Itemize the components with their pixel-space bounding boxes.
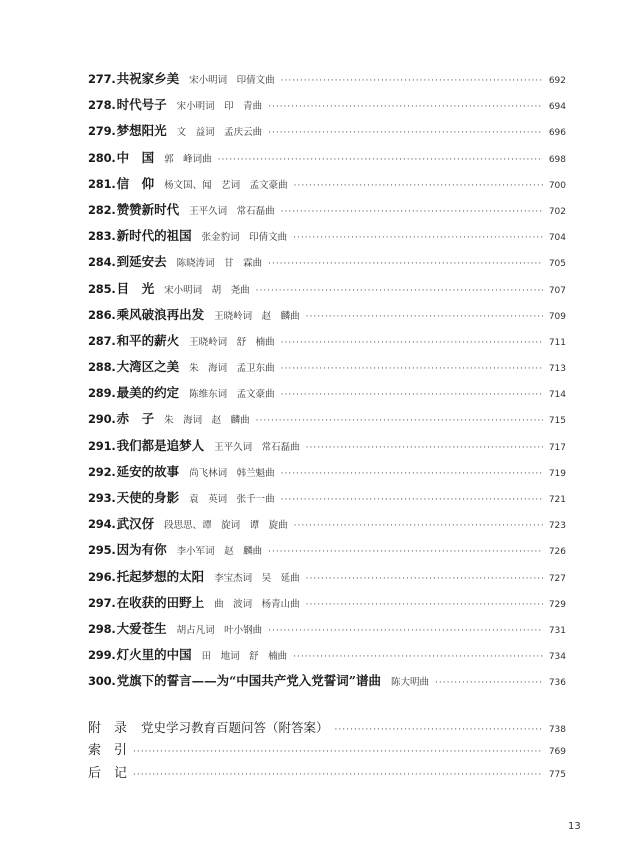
entry-credit: 宋小明词 印倩文曲 [189, 75, 275, 86]
appendix-entry [88, 739, 566, 762]
entry-number: 279. [88, 124, 116, 139]
appendix-label: 索 引 [88, 743, 128, 758]
entry-number: 277. [88, 72, 116, 86]
entry-number: 300. [88, 674, 116, 689]
entry-number: 289. [88, 386, 116, 401]
dot-leader [281, 356, 543, 382]
entry-page: 731 [548, 625, 566, 636]
toc-list [88, 66, 566, 695]
toc-entry [88, 276, 566, 302]
dot-leader [294, 513, 543, 539]
dot-leader [435, 670, 543, 696]
entry-title: 新时代的祖国 [116, 228, 192, 244]
toc-entry [88, 197, 566, 223]
entry-title: 赞赞新时代 [116, 201, 180, 217]
toc-entry [88, 249, 566, 275]
appendix-page: 775 [548, 770, 566, 780]
dot-leader [281, 461, 543, 487]
toc-entry [88, 92, 566, 118]
entry-number: 297. [88, 595, 116, 610]
entry-page: 715 [548, 416, 566, 427]
entry-number: 291. [88, 438, 116, 453]
dot-leader [281, 382, 543, 408]
toc-entry [88, 668, 566, 694]
toc-entry [88, 459, 566, 485]
entry-credit: 王平久词 常石磊曲 [214, 441, 300, 453]
toc-entry [88, 354, 566, 380]
entry-title: 到延安去 [116, 254, 167, 270]
entry-title: 我们都是追梦人 [116, 437, 205, 453]
entry-page: 729 [548, 599, 566, 610]
entry-number: 278. [88, 98, 116, 113]
entry-credit: 郭 峰词曲 [164, 153, 212, 165]
dot-leader [268, 251, 543, 277]
entry-number: 281. [88, 176, 116, 191]
dot-leader [133, 741, 543, 764]
entry-credit: 陈大明曲 [390, 677, 429, 689]
dot-leader [294, 173, 543, 199]
toc-entry [88, 145, 566, 171]
toc-entry [88, 537, 566, 563]
entry-page: 726 [548, 547, 566, 558]
entry-page: 727 [548, 573, 566, 584]
entry-title: 共祝家乡美 [116, 71, 180, 86]
entry-credit: 袁 英词 张千一曲 [189, 494, 275, 505]
dot-leader [268, 618, 543, 644]
entry-page: 723 [548, 521, 566, 532]
entry-credit: 胡占凡词 叶小钢曲 [176, 624, 263, 636]
dot-leader [256, 408, 543, 434]
entry-page: 721 [548, 495, 566, 505]
entry-title: 托起梦想的太阳 [116, 568, 205, 584]
entry-credit: 王晓岭词 舒 楠曲 [189, 336, 275, 348]
entry-page: 702 [548, 206, 566, 217]
appendix-label: 附 录 [88, 721, 128, 736]
entry-title: 目 光 [116, 280, 155, 296]
entry-page: 736 [548, 678, 566, 689]
toc-entry [88, 171, 566, 197]
toc-entry [88, 642, 566, 668]
toc-entry [88, 433, 566, 459]
entry-title: 赤 子 [116, 411, 155, 427]
entry-page: 692 [548, 76, 566, 86]
entry-credit: 王晓岭词 赵 麟曲 [214, 310, 300, 322]
dot-leader [268, 120, 543, 146]
toc-entry [88, 485, 566, 511]
toc-entry [88, 302, 566, 328]
entry-number: 298. [88, 621, 116, 636]
dot-leader [306, 435, 543, 461]
entry-number: 290. [88, 412, 116, 427]
toc-entry [88, 616, 566, 642]
entry-page: 707 [548, 285, 566, 296]
entry-title: 在收获的田野上 [116, 594, 205, 610]
toc-entry [88, 564, 566, 590]
appendix-entry [88, 716, 566, 739]
entry-credit: 尚飞林词 韩兰魁曲 [189, 467, 275, 479]
entry-credit: 陈晓涛词 甘 霖曲 [176, 258, 263, 270]
entry-number: 284. [88, 255, 116, 270]
entry-credit: 文 益词 孟庆云曲 [176, 127, 263, 139]
entry-credit: 段思思、谭 旋词 谭 旋曲 [164, 520, 288, 532]
entry-title: 最美的约定 [116, 385, 180, 401]
entry-title: 时代号子 [116, 97, 167, 113]
appendix-page: 738 [548, 725, 566, 735]
dot-leader [293, 644, 543, 670]
dot-leader [281, 330, 543, 356]
dot-leader [268, 94, 543, 120]
entry-title: 和平的薪火 [116, 332, 180, 348]
entry-number: 293. [88, 491, 116, 505]
entry-number: 299. [88, 648, 116, 663]
entry-page: 713 [548, 364, 566, 375]
toc-entry [88, 328, 566, 354]
entry-page: 700 [548, 180, 566, 191]
entry-page: 734 [548, 652, 566, 663]
entry-credit: 李小军词 赵 麟曲 [176, 546, 263, 558]
entry-number: 295. [88, 543, 116, 558]
dot-leader [306, 592, 543, 618]
entry-page: 719 [548, 468, 566, 479]
dot-leader [306, 304, 543, 330]
toc-entry [88, 380, 566, 406]
page-number: 13 [568, 821, 581, 832]
toc-entry [88, 118, 566, 144]
entry-page: 696 [548, 128, 566, 139]
entry-credit: 杨文国、闻 艺词 孟文豪曲 [164, 179, 288, 191]
entry-title: 大爱苍生 [116, 620, 167, 636]
toc-entry [88, 406, 566, 432]
toc-entry [88, 511, 566, 537]
dot-leader [268, 539, 543, 565]
entry-title: 因为有你 [116, 542, 167, 558]
entry-credit: 李宝杰词 吴 延曲 [214, 572, 300, 584]
entry-number: 286. [88, 307, 116, 322]
entry-number: 283. [88, 229, 116, 244]
entry-number: 292. [88, 464, 116, 479]
entry-credit: 朱 海词 赵 麟曲 [164, 415, 250, 427]
entry-page: 709 [548, 311, 566, 322]
toc-entry [88, 223, 566, 249]
entry-page: 694 [548, 102, 566, 113]
entry-page: 705 [548, 259, 566, 270]
entry-page: 717 [548, 442, 566, 453]
entry-credit: 朱 海词 孟卫东曲 [189, 363, 275, 375]
entry-title: 梦想阳光 [116, 123, 167, 139]
appendix-label: 后 记 [88, 766, 128, 781]
toc-entry [88, 590, 566, 616]
entry-number: 282. [88, 202, 116, 217]
appendix-title: 党史学习教育百题问答（附答案） [141, 720, 329, 735]
entry-title: 延安的故事 [116, 463, 180, 479]
entry-number: 287. [88, 333, 116, 348]
entry-number: 280. [88, 150, 116, 165]
entry-number: 288. [88, 360, 116, 375]
entry-title: 灯火里的中国 [116, 647, 192, 663]
appendix-page: 769 [548, 747, 566, 757]
entry-title: 乘风破浪再出发 [116, 306, 205, 322]
entry-title: 武汉伢 [116, 516, 155, 532]
appendix-list [88, 716, 566, 785]
dot-leader [293, 225, 543, 251]
dot-leader [256, 278, 543, 304]
entry-title: 大湾区之美 [116, 359, 180, 375]
toc-entry [88, 66, 566, 92]
entry-page: 714 [548, 390, 566, 401]
entry-credit: 陈维东词 孟文豪曲 [189, 389, 275, 401]
entry-title: 天使的身影 [116, 490, 180, 505]
entry-title: 信 仰 [116, 175, 155, 191]
entry-credit: 曲 波词 杨青山曲 [214, 598, 300, 610]
entry-title: 党旗下的誓言——为“中国共产党入党誓词”谱曲 [116, 673, 381, 689]
entry-number: 294. [88, 517, 116, 532]
dot-leader [335, 719, 543, 742]
entry-credit: 张金豹词 印倩文曲 [201, 232, 288, 244]
appendix-entry [88, 762, 566, 785]
dot-leader [281, 199, 543, 225]
entry-number: 296. [88, 569, 116, 584]
entry-credit: 宋小明词 印 青曲 [176, 101, 263, 113]
dot-leader [218, 147, 543, 173]
dot-leader [306, 566, 543, 592]
entry-credit: 宋小明词 胡 尧曲 [164, 284, 250, 296]
dot-leader [281, 487, 543, 513]
entry-credit: 王平久词 常石磊曲 [189, 205, 275, 217]
entry-page: 698 [548, 154, 566, 165]
dot-leader [281, 68, 543, 94]
entry-title: 中 国 [116, 149, 155, 165]
entry-number: 285. [88, 281, 116, 296]
entry-page: 704 [548, 233, 566, 244]
entry-page: 711 [548, 337, 566, 348]
entry-credit: 田 地词 舒 楠曲 [201, 651, 288, 663]
dot-leader [133, 764, 543, 787]
